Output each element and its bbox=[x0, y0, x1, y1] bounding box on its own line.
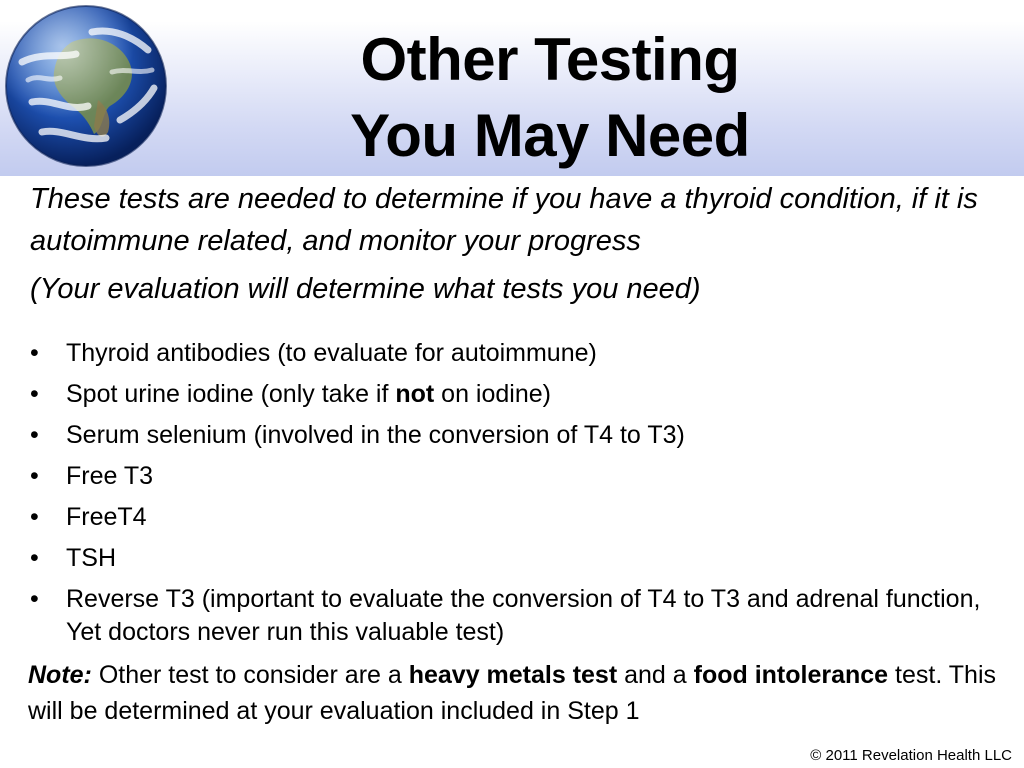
list-item-text: Thyroid antibodies (to evaluate for autoimmune) bbox=[66, 339, 597, 367]
test-list bbox=[0, 337, 1024, 657]
earth-globe-icon bbox=[2, 2, 170, 170]
note-text-2: and a bbox=[617, 661, 694, 689]
note-food-intolerance: food intolerance bbox=[693, 661, 889, 689]
intro-text bbox=[30, 178, 1010, 310]
list-item bbox=[0, 583, 1024, 649]
list-item-text: TSH bbox=[66, 544, 116, 572]
copyright-footer: © 2011 Revelation Health LLC bbox=[810, 747, 1012, 764]
list-item-text bbox=[66, 380, 551, 408]
intro-paragraph: These tests are needed to determine if you have a thyroid condition, if it is autoimmune related, and monitor your progress bbox=[30, 183, 978, 257]
list-item-text: Serum selenium (involved in the conversion of T4 to T3) bbox=[66, 421, 685, 449]
list-item-text-pre: Spot urine iodine (only take if bbox=[66, 380, 396, 408]
list-item-text: FreeT4 bbox=[66, 503, 147, 531]
note-label: Note: bbox=[28, 661, 92, 689]
list-item bbox=[0, 460, 1024, 493]
list-item bbox=[0, 501, 1024, 534]
note-text-1: Other test to consider are a bbox=[91, 661, 409, 689]
slide-title-line-1: Other Testing bbox=[360, 26, 740, 93]
list-item-text: Free T3 bbox=[66, 462, 154, 490]
intro-evaluation-note: (Your evaluation will determine what tests you need) bbox=[30, 273, 701, 305]
header-banner bbox=[0, 0, 1024, 176]
bullet-icon: • bbox=[30, 462, 39, 490]
list-item-text: Reverse T3 (important to evaluate the conversion of T4 to T3 and adrenal function, Yet doctors never run this valuable test) bbox=[66, 585, 981, 646]
bullet-icon: • bbox=[30, 339, 39, 367]
note-text-3: test. This will be determined at your evaluation included in Step 1 bbox=[28, 661, 997, 725]
note-paragraph bbox=[28, 657, 1018, 729]
slide-title-line-2: You May Need bbox=[350, 102, 750, 169]
bullet-icon: • bbox=[30, 544, 39, 572]
slide-title bbox=[260, 22, 840, 174]
bullet-icon: • bbox=[30, 380, 39, 408]
list-item bbox=[0, 337, 1024, 370]
bullet-icon: • bbox=[30, 503, 39, 531]
bullet-icon: • bbox=[30, 585, 39, 613]
list-item bbox=[0, 542, 1024, 575]
bullet-icon: • bbox=[30, 421, 39, 449]
list-item-text-post: on iodine) bbox=[434, 380, 551, 408]
note-heavy-metals: heavy metals test bbox=[408, 661, 618, 689]
list-item-text-emphasis: not bbox=[395, 380, 435, 408]
list-item bbox=[0, 378, 1024, 411]
list-item bbox=[0, 419, 1024, 452]
